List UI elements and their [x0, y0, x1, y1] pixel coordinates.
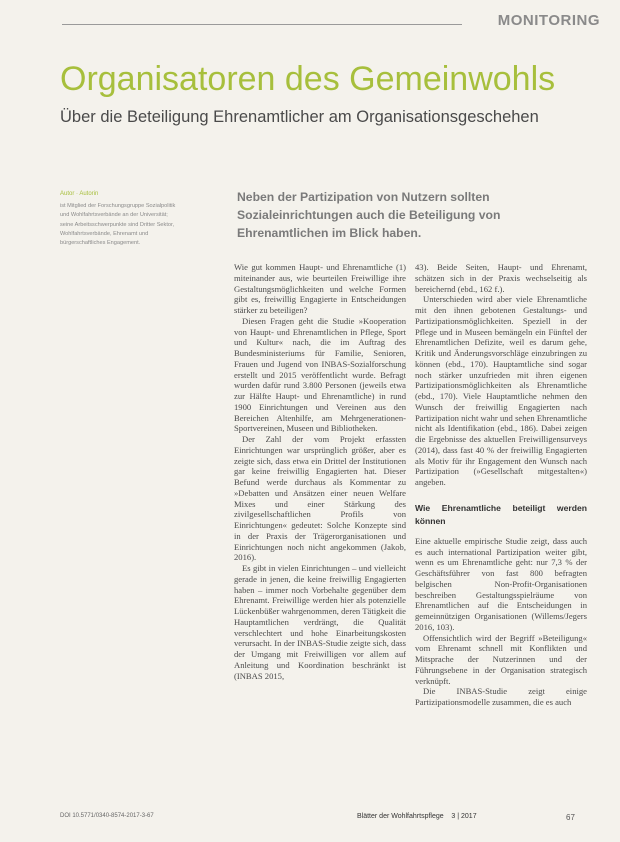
footer-publication	[357, 813, 477, 820]
author-bio-text: ist Mitglied der Forschungsgruppe Sozialpolitik und Wohlfahrtsverbände an der Universität; seine Arbeitsschwerpunkte sind Dritter Sektor, Wohlfahrtsverbände, Ehrenamt und bürgerschaftliches Engagement.	[60, 203, 176, 247]
lead-text: Neben der Partizipation von Nutzern sollten Sozialeinrichtungen auch die Beteiligung von Ehrenamtlichen im Blick haben.	[237, 190, 501, 240]
body-column-left	[234, 262, 406, 681]
body-column-right	[415, 262, 587, 708]
page-number: 67	[566, 813, 575, 822]
section-label: MONITORING	[497, 12, 600, 29]
article-subtitle: Über die Beteiligung Ehrenamtlicher am Organisationsgeschehen	[60, 108, 539, 126]
magazine-name: Blätter der Wohlfahrtspflege	[357, 813, 444, 820]
paragraph: Unterschieden wird aber viele Ehrenamtliche mit den ihnen gebotenen Gestaltungs- und Partizipationsmöglichkeiten. Speziell in der Pflege und in Museen bemängeln ein Fünftel der Ehrenamtlichen Defizite, weil es darum gehe, Kritik und Änderungsvorschläge einzubringen zu können (ebd., 170). Hauptamtliche sind sogar noch stärker unzufrieden mit ihren eigenen Partizipationsmöglichkeiten als Ehrenamtliche (ebd., 170). Viele Hauptamtliche nehmen den Wunsch der freiwillig Engagierten nach Partizipation nicht wahr und sehen Ehrenamtliche nicht als Identifikation (ebd., 186). Dabei zeigen die Ergebnisse des aktuellen Freiwilligensurveys (2014), dass fast 40 % der freiwillig Engagierten als Motiv für ihr Engagement den Wunsch nach Partizipation (»Gesellschaft mitgestalten«) angeben.	[415, 294, 587, 487]
paragraph: Eine aktuelle empirische Studie zeigt, dass auch es auch international Partizipation weiter gibt, wenn es um Ehrenamtliche geht: nur 7,3 % der Geschäftsführer von fast 800 befragten belgischen Non-Profit-Organisationen beschreiben Gestaltungsspielräume von Ehrenamtlichen auf die Entscheidungen in gemeinnützigen Organisationen (Willems/Jegers 2016, 103).	[415, 535, 587, 632]
paragraph: Es gibt in vielen Einrichtungen – und vielleicht gerade in jenen, die keine freiwillig Engagierten haben – immer noch Vorbehalte gegenüber dem Ehrenamt. Freiwillige werden hier als potenzielle Lückenbüßer wahrgenommen, deren Tätigkeit die Hauptamtlichen verdrängt, die Qualität verschlechtert und hohe Einarbeitungskosten verursacht. In der INBAS-Studie zeigte sich, dass der Umgang mit Freiwilligen vor allem auf Anleitung und Koordination beschränkt ist (INBAS 2015,	[234, 563, 406, 681]
paragraph: Wie gut kommen Haupt- und Ehrenamtliche (1) miteinander aus, wie beurteilen Freiwillige ihre Gestaltungsmöglichkeiten und welche Formen gibt es, freiwillig Engagierte in Entscheidungen stärker zu beteiligen?	[234, 262, 406, 315]
author-bio	[60, 190, 182, 248]
paragraph: Die INBAS-Studie zeigt einige Partizipationsmodelle zusammen, die es auch	[415, 686, 587, 707]
footer-doi: DOI 10.5771/0340-8574-2017-3-67	[60, 813, 154, 819]
paragraph: 43). Beide Seiten, Haupt- und Ehrenamt, schätzen sich in der Praxis wechselseitig als bereichernd (ebd., 162 f.).	[415, 262, 587, 294]
paragraph: Der Zahl der vom Projekt erfassten Einrichtungen war ursprünglich größer, aber es zeigte sich, dass etwa ein Drittel der Institutionen gar keine freiwillig Engagierten hat. Dieser Befund werde durchaus als Kommentar zu »Debatten und Ansätzen einer neuen Welfare Mixes und einer Stärkung des zivilgesellschaftlichen Profils von Einrichtungen« gedeutet: Solche Konzepte sind in der Praxis der Trägerorganisationen und Einrichtungen noch nicht angekommen (Jakob, 2016).	[234, 434, 406, 563]
section-heading: Wie Ehrenamtliche beteiligt werden können	[415, 502, 587, 526]
paragraph: Offensichtlich wird der Begriff »Beteiligung« vom Ehrenamt schnell mit Konflikten und Mitsprache der Nutzerinnen und der Führungsebene in der Organisation strategisch verknüpft.	[415, 632, 587, 686]
paragraph: Diesen Fragen geht die Studie »Kooperation von Haupt- und Ehrenamtlichen in Pflege, Sport und Kultur« nach, die im Auftrag des Bundesministeriums für Familie, Senioren, Frauen und Jugend von INBAS-Sozialforschung erstellt und 2015 veröffentlicht wurde. Befragt wurden dafür rund 3.800 Personen (jeweils etwa zur Hälfte Haupt- und Ehrenamtliche) in rund 1900 Einrichtungen und Vereinen aus den Bereichen Altenhilfe, am Mehrgenerationen-Sportvereinen, Museen und Bibliotheken.	[234, 315, 406, 434]
article-title: Organisatoren des Gemeinwohls	[60, 60, 556, 98]
issue-number: 3 | 2017	[451, 813, 477, 820]
author-role: Autor · Autorin	[60, 191, 99, 197]
header-rule	[62, 24, 462, 25]
